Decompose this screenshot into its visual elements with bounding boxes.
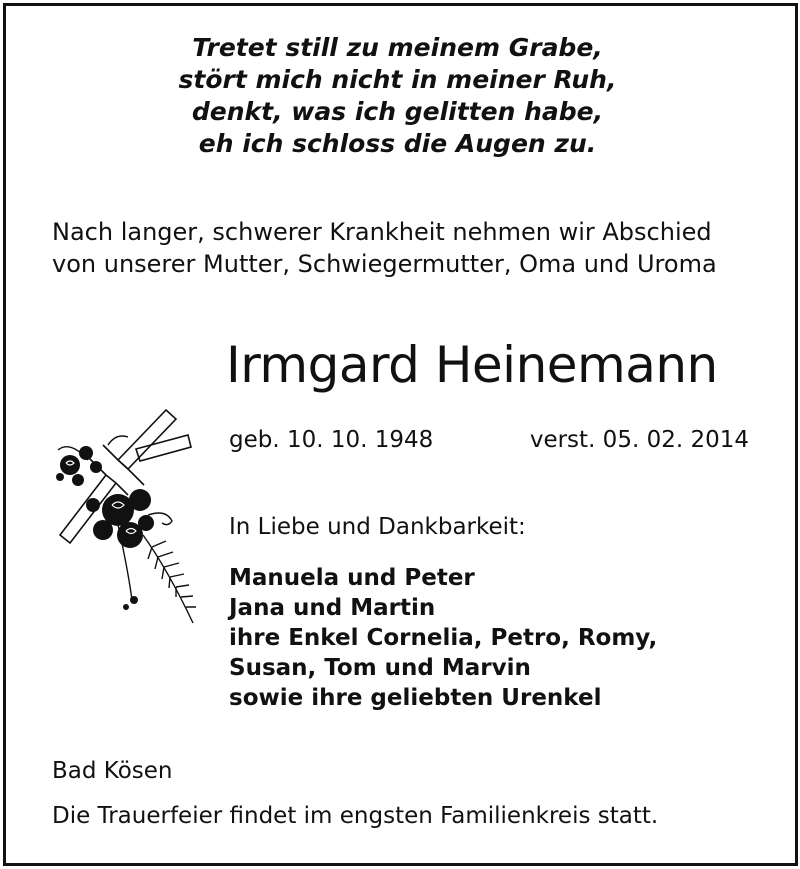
- deceased-name: Irmgard Heinemann: [226, 336, 718, 394]
- cross-with-roses-icon: [48, 405, 198, 630]
- mourner-line: Susan, Tom und Marvin: [229, 655, 531, 681]
- poem-line: Tretet still zu meinem Grabe,: [192, 33, 603, 62]
- poem-line: stört mich nicht in meiner Ruh,: [178, 65, 617, 94]
- mourner-line: Jana und Martin: [229, 595, 436, 621]
- poem: [0, 32, 795, 160]
- place-name: Bad Kösen: [52, 758, 173, 784]
- poem-line: denkt, was ich gelitten habe,: [191, 97, 604, 126]
- poem-line: eh ich schloss die Augen zu.: [198, 129, 597, 158]
- birth-date: geb. 10. 10. 1948: [229, 427, 434, 453]
- mourner-line: sowie ihre geliebten Urenkel: [229, 685, 602, 711]
- intro-line: von unserer Mutter, Schwiegermutter, Oma und Uroma: [52, 250, 717, 278]
- mourners-list: [229, 563, 657, 713]
- intro-text: [52, 216, 752, 280]
- mourner-line: Manuela und Peter: [229, 565, 475, 591]
- gratitude-line: In Liebe und Dankbarkeit:: [229, 514, 526, 540]
- intro-line: Nach langer, schwerer Krankheit nehmen wir Abschied: [52, 218, 712, 246]
- death-date: verst. 05. 02. 2014: [529, 427, 749, 453]
- mourner-line: ihre Enkel Cornelia, Petro, Romy,: [229, 625, 658, 651]
- funeral-note: Die Trauerfeier findet im engsten Familienkreis statt.: [52, 803, 659, 829]
